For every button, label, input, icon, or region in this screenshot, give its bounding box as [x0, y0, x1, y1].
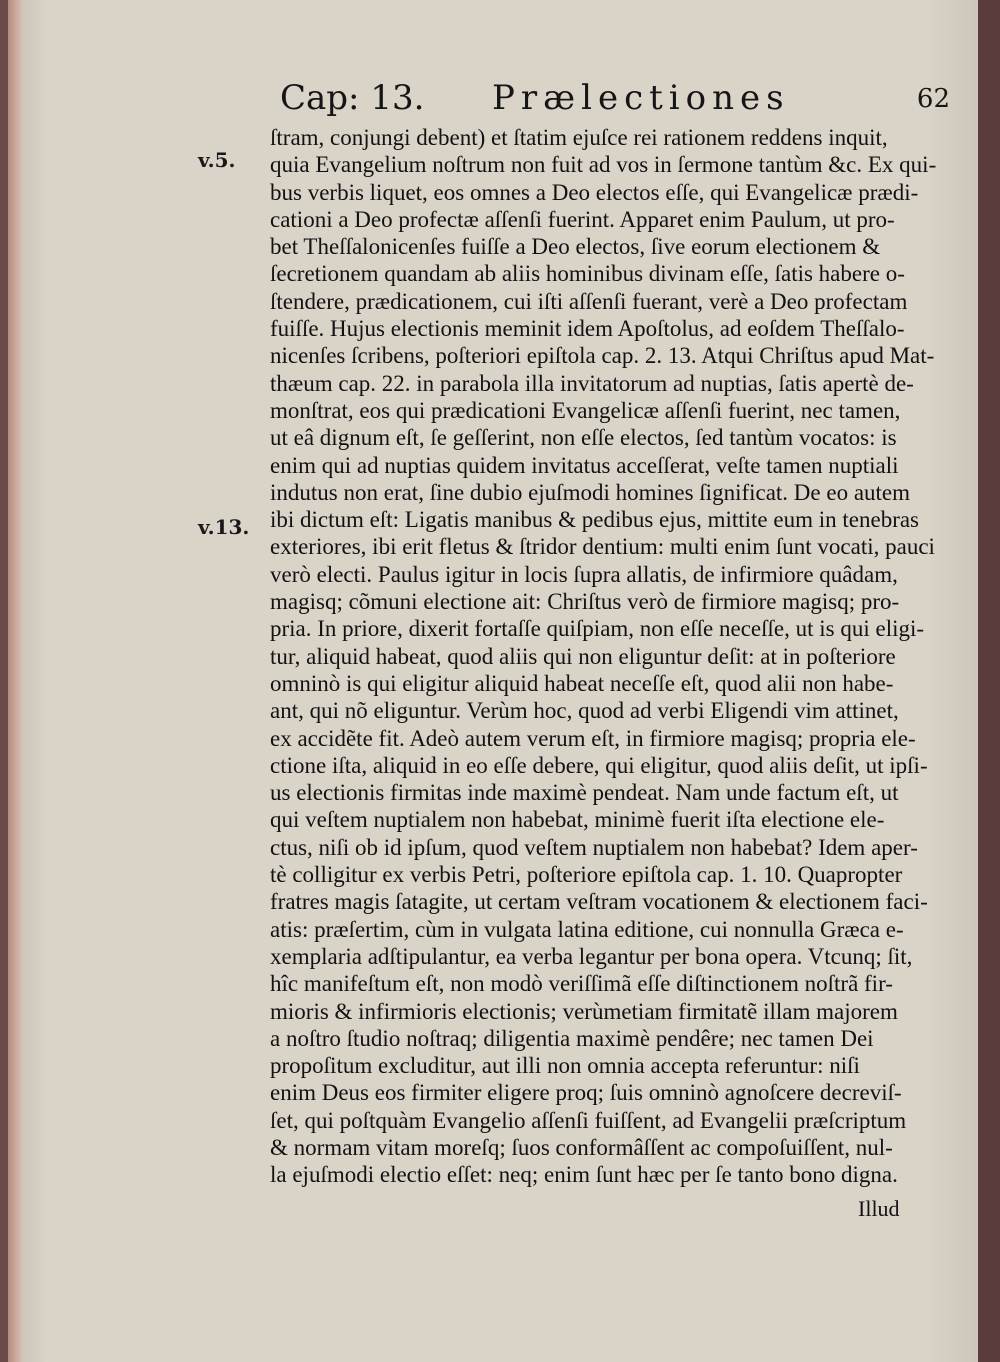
text-line: cationi a Deo profectæ aſſenſi fuerint. Apparet enim Paulum, ut pro- — [270, 206, 895, 232]
text-line: xemplaria adſtipulantur, ea verba legantur per bona opera. Vtcunq; ſit, — [270, 943, 913, 969]
text-line: fratres magis ſatagite, ut certam veſtram vocationem & electionem faci- — [270, 889, 928, 915]
text-line: monſtrat, eos qui prædicationi Evangelicæ aſſenſi fuerint, nec tamen, — [270, 397, 901, 423]
text-line: ant, qui nõ eliguntur. Verùm hoc, quod ad verbi Eligendi vim attinet, — [270, 698, 899, 724]
text-line: atis: præſertim, cùm in vulgata latina editione, cui nonnulla Græca e- — [270, 916, 904, 942]
margin-note-verse-13: v.13. — [198, 515, 250, 539]
catchword: Illud — [858, 1196, 900, 1221]
text-line: enim Deus eos firmiter eligere proq; ſuis omninò agnoſcere decreviſ- — [270, 1080, 902, 1106]
text-line: ſecretionem quandam ab aliis hominibus divinam eſſe, ſatis habere o- — [270, 261, 905, 287]
text-line: bus verbis liquet, eos omnes a Deo electos eſſe, qui Evangelicæ prædi- — [270, 179, 919, 205]
text-line: ex accidẽte fit. Adeò autem verum eſt, in firmiore magisq; propria ele- — [270, 725, 916, 751]
running-title: Prælectiones — [492, 78, 790, 118]
text-line: tè colligitur ex verbis Petri, poſteriore epiſtola cap. 1. 10. Quapropter — [270, 862, 903, 888]
text-line: ctione iſta, aliquid in eo eſſe debere, qui eligitur, quod aliis deſit, ut ipſi- — [270, 752, 928, 778]
text-line: nicenſes ſcribens, poſteriori epiſtola cap. 2. 13. Atqui Chriſtus apud Mat- — [270, 343, 935, 369]
text-line: & normam vitam moreſq; ſuos conformâſſent ac compoſuiſſent, nul- — [270, 1134, 893, 1160]
running-header — [280, 78, 960, 128]
text-line: ſet, qui poſtquàm Evangelio aſſenſi fuiſſent, ad Evangelii præſcriptum — [270, 1107, 907, 1133]
text-line: qui veſtem nuptialem non habebat, minimè fuerit iſta electione ele- — [270, 807, 885, 833]
text-line: ctus, niſi ob id ipſum, quod veſtem nuptialem non habebat? Idem aper- — [270, 834, 918, 860]
text-line: indutus non erat, ſine dubio ejuſmodi homines ſignificat. De eo autem — [270, 479, 911, 505]
next-page-edge — [978, 0, 1000, 1362]
text-line: magisq; cõmuni electione ait: Chriſtus verò de firmiore magisq; pro- — [270, 589, 900, 615]
page-number: 62 — [916, 84, 950, 114]
text-line: bet Theſſalonicenſes fuiſſe a Deo electos, ſive eorum electionem & — [270, 234, 881, 260]
text-line: thæum cap. 22. in parabola illa invitatorum ad nuptias, ſatis apertè de- — [270, 370, 914, 396]
body-text — [270, 124, 962, 1189]
text-line: la ejuſmodi electio eſſet: neq; enim ſunt hæc per ſe tanto bono digna. — [270, 1162, 898, 1188]
text-line: verò electi. Paulus igitur in locis ſupra allatis, de infirmiore quâdam, — [270, 561, 898, 587]
text-line: mioris & infirmioris electionis; verùmetiam firmitatẽ illam majorem — [270, 998, 898, 1024]
text-line: pria. In priore, dixerit fortaſſe quiſpiam, non eſſe neceſſe, ut is qui eligi- — [270, 616, 925, 642]
text-line: ut eâ dignum eſt, ſe geſſerint, non eſſe electos, ſed tantùm vocatos: is — [270, 425, 897, 451]
page-gutter — [8, 0, 22, 1362]
text-line: hîc manifeſtum eſt, non modò veriſſimã eſſe diſtinctionem noſtrã fir- — [270, 971, 893, 997]
text-line: exteriores, ibi erit fletus & ſtridor dentium: multi enim ſunt vocati, pauci — [270, 534, 935, 560]
text-line: ſtram, conjungi debent) et ſtatim ejuſce rei rationem reddens inquit, — [270, 125, 888, 150]
text-line: tur, aliquid habeat, quod aliis qui non eliguntur deſit: at in poſteriore — [270, 643, 896, 669]
text-line: a noſtro ſtudio noſtraq; diligentia maximè pendêre; nec tamen Dei — [270, 1025, 874, 1051]
text-line: us electionis firmitas inde maximè pendeat. Nam unde factum eſt, ut — [270, 780, 899, 806]
book-page — [8, 0, 978, 1362]
text-line: ibi dictum eſt: Ligatis manibus & pedibus ejus, mittite eum in tenebras — [270, 507, 920, 533]
margin-note-verse-5: v.5. — [198, 148, 236, 172]
text-line: omninò is qui eligitur aliquid habeat neceſſe eſt, quod alii non habe- — [270, 670, 894, 696]
chapter-heading: Cap: 13. — [280, 78, 425, 118]
text-line: enim qui ad nuptias quidem invitatus acceſſerat, veſte tamen nuptiali — [270, 452, 899, 478]
text-line: ſtendere, prædicationem, cui iſti aſſenſi fuerant, verè a Deo profectam — [270, 288, 908, 314]
text-line: propoſitum excluditur, aut illi non omnia accepta referuntur: niſi — [270, 1053, 860, 1079]
text-line: fuiſſe. Hujus electionis meminit idem Apoſtolus, ad eoſdem Theſſalo- — [270, 316, 905, 342]
text-line: quia Evangelium noſtrum non fuit ad vos in ſermone tantùm &c. Ex qui- — [270, 152, 937, 178]
